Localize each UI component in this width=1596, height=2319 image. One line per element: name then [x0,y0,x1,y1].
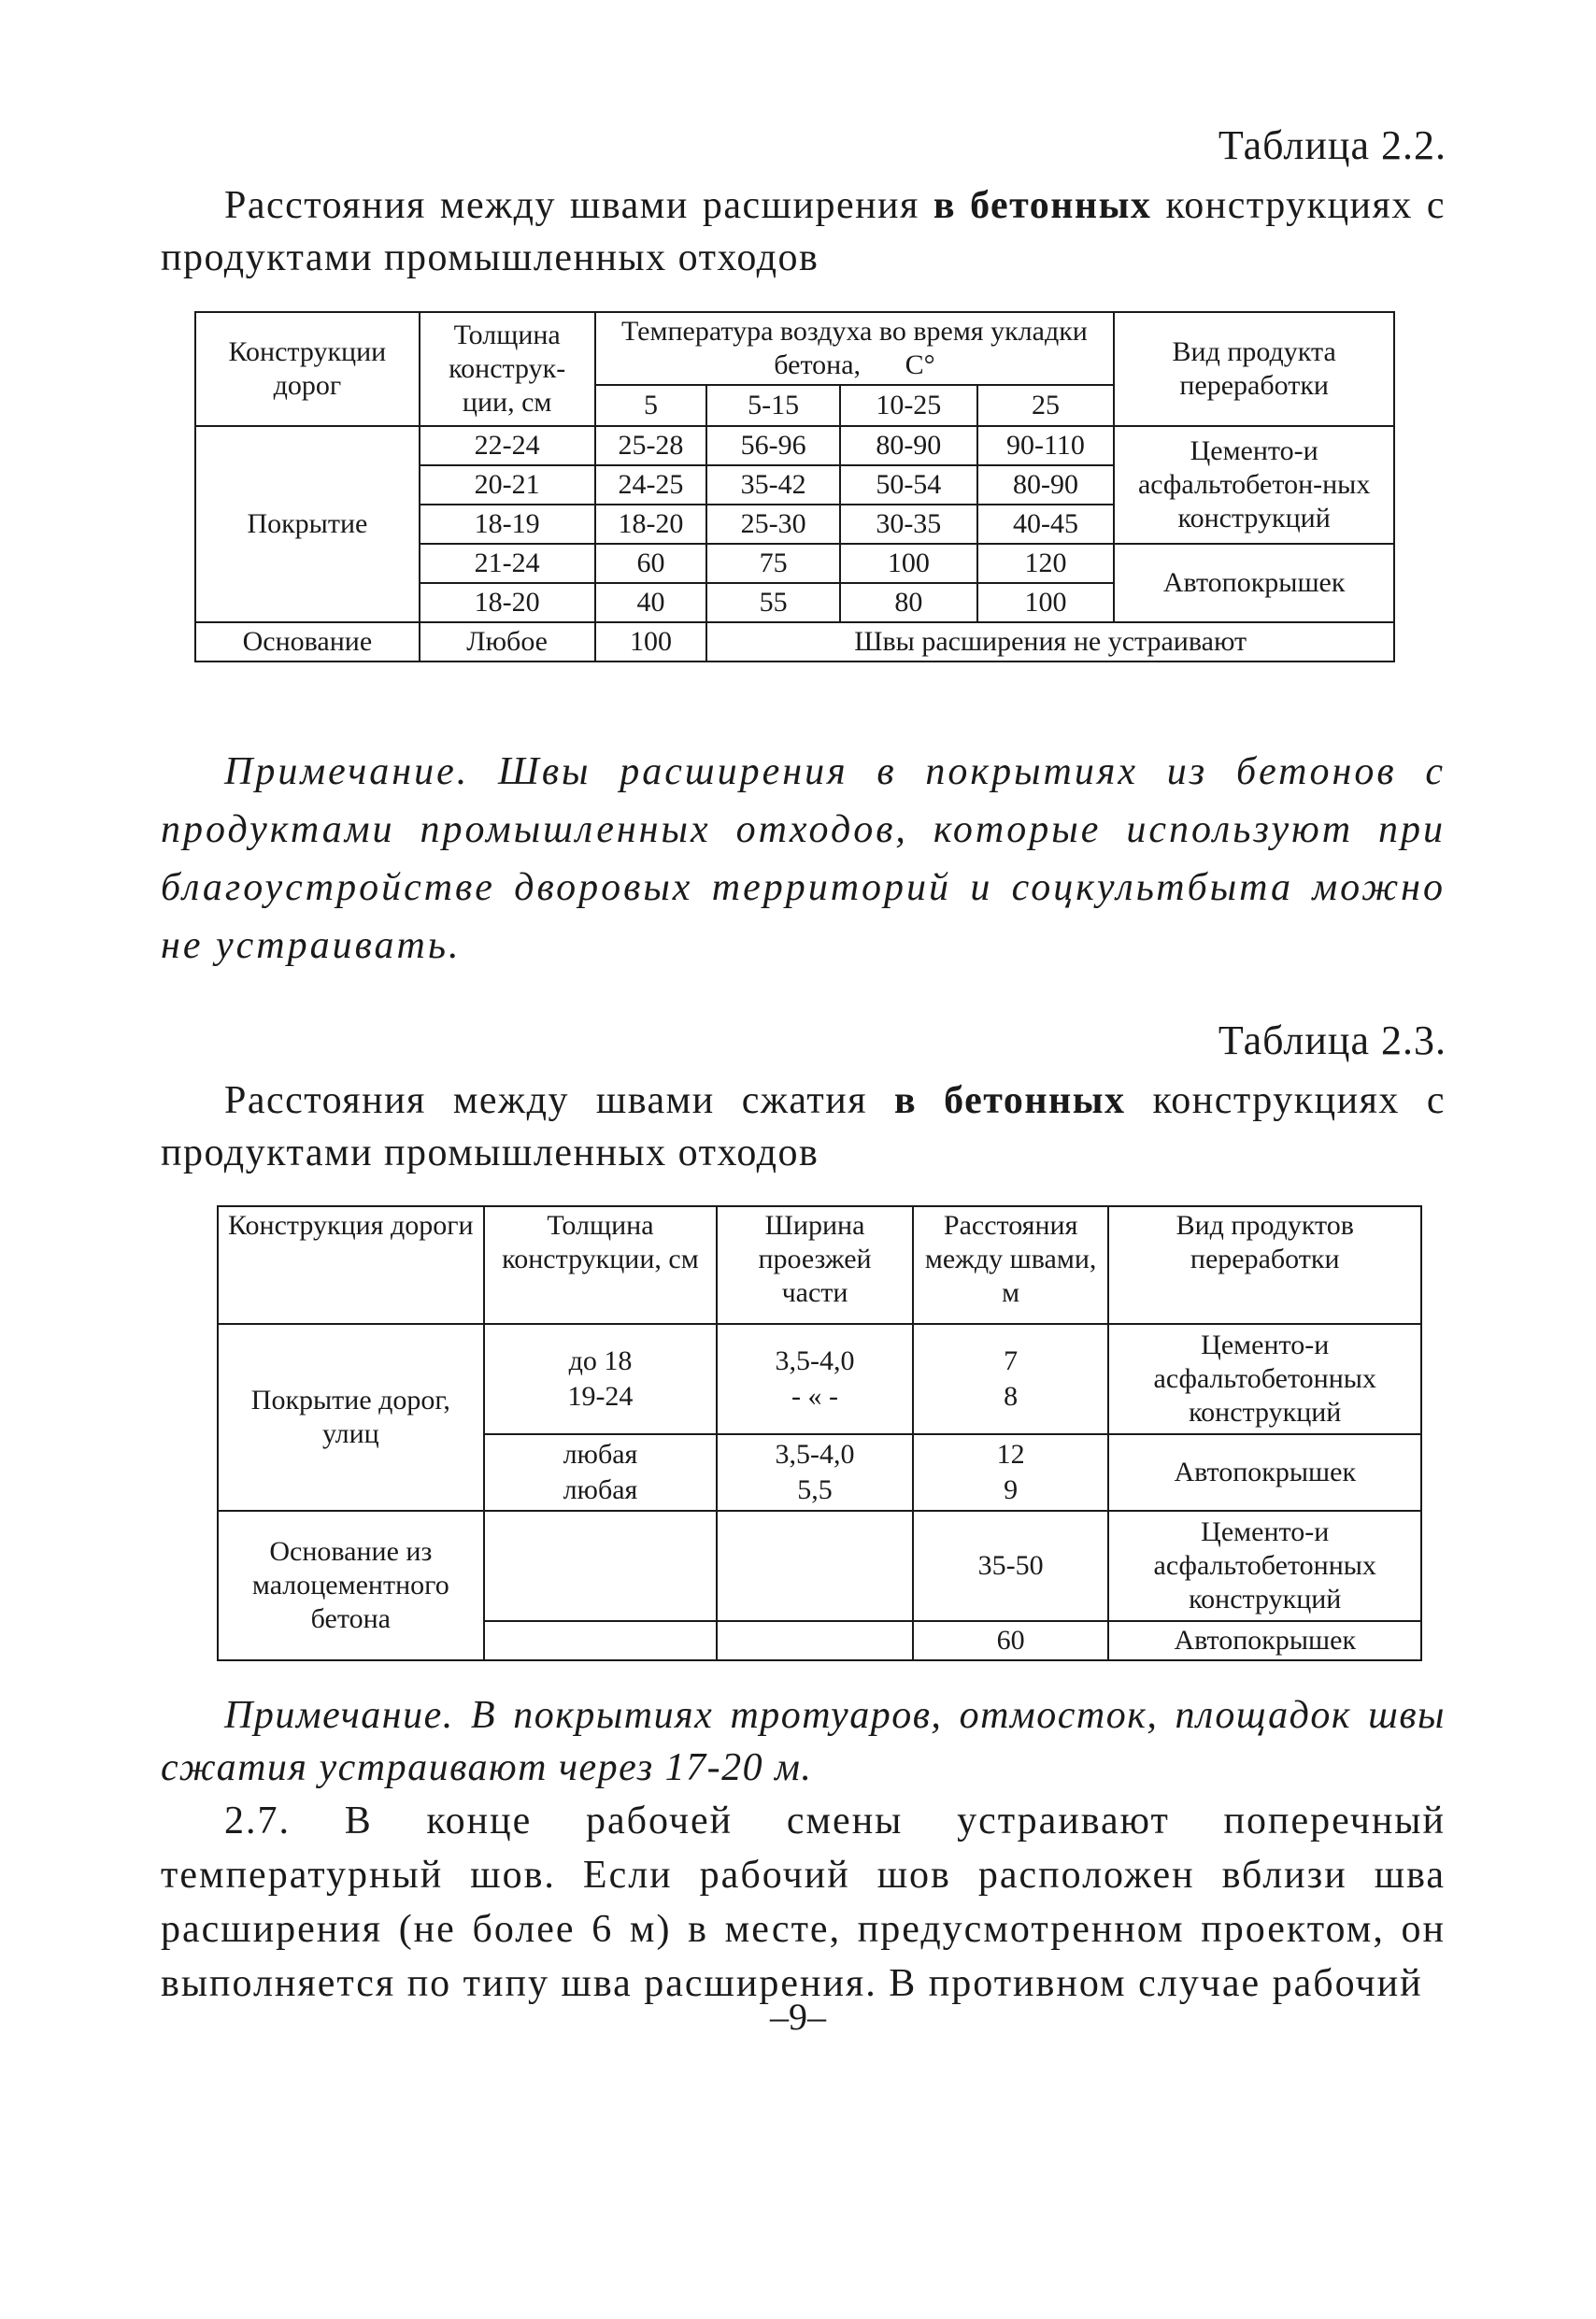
cell-value: 25-28 [595,426,707,465]
cell-product-tires: Автопокрышек [1108,1621,1421,1660]
title-bold-part: в бетонных [894,1079,1126,1122]
cell-value: 75 [706,544,840,583]
value-line: любая [563,1439,638,1470]
value-line: - « - [791,1381,839,1412]
cell-thickness: 20-21 [420,465,595,505]
header-construction: Конструкция дороги [218,1206,484,1324]
note-table-2-2: Примечание. Швы расширения в покрытиях из бетонов с продуктами промышленных отходов, которые используют при благоустройстве дворовых территорий и соцкультбыта можно не устраивать. [161,750,1446,967]
table-2-2-title [161,179,1446,284]
cell-value: 120 [977,544,1115,583]
temperature-unit: С° [905,349,935,380]
cell-distance: 60 [913,1621,1109,1660]
cell-distance [913,1434,1109,1511]
value-line: 9 [1004,1474,1019,1505]
title-part: Расстояния между швами расширения [224,184,933,227]
temp-col: 25 [977,385,1115,426]
temp-col: 5 [595,385,707,426]
cell-value: 30-35 [840,505,977,544]
cell-product-cement: Цементо-и асфальтобетонных конструкций [1108,1511,1421,1621]
cell-thickness: 22-24 [420,426,595,465]
value-line: 3,5-4,0 [775,1439,855,1470]
value-line: 3,5-4,0 [775,1345,855,1376]
cell-value: 80-90 [977,465,1115,505]
cell-value: 40 [595,583,707,622]
value-line: 8 [1004,1381,1019,1412]
cell-value: 100 [977,583,1115,622]
table-2-2-label: Таблица 2.2. [1218,122,1446,168]
cell-product-tires: Автопокрышек [1114,544,1394,622]
cell-thickness: Любое [420,622,595,662]
cell-distance [913,1324,1109,1434]
cell-value: 35-42 [706,465,840,505]
cell-value: 18-20 [595,505,707,544]
header-product: Вид продукта переработки [1114,312,1394,426]
header-thickness: Толщина конструкции, см [484,1206,718,1324]
temp-col: 10-25 [840,385,977,426]
cell-empty [717,1621,913,1660]
cell-thickness: 21-24 [420,544,595,583]
value-line: любая [563,1474,638,1505]
paragraph-2-7: 2.7. В конце рабочей смены устраивают поперечный температурный шов. Если рабочий шов расположен вблизи шва расширения (не более 6 м) в месте, предусмотренном проектом, он выполняется по типу шва расширения. В противном случае рабочий [161,1800,1446,2005]
cell-value: 100 [840,544,977,583]
table-row [218,1511,1421,1621]
table-2-3-label: Таблица 2.3. [1218,1017,1446,1063]
cell-empty [484,1621,718,1660]
title-part: конструкциях с продуктами промышленных отходов [161,1079,1446,1174]
cell-empty [484,1511,718,1621]
temp-col: 5-15 [706,385,840,426]
cell-base-note: Швы расширения не устраивают [706,622,1394,662]
note-table-2-3: Примечание. В покрытиях тротуаров, отмосток, площадок швы сжатия устраивают через 17-20 м. [161,1694,1446,1789]
cell-value: 55 [706,583,840,622]
cell-value: 40-45 [977,505,1115,544]
cell-thickness [484,1434,718,1511]
cell-value: 25-30 [706,505,840,544]
header-temperature [595,312,1115,385]
title-part: конструкциях с продуктами промышленных отходов [161,184,1446,279]
cell-width [717,1434,913,1511]
value-line: до 18 [568,1345,633,1376]
cell-thickness: 18-19 [420,505,595,544]
cell-value: 50-54 [840,465,977,505]
cell-value: 24-25 [595,465,707,505]
cell-value: 80-90 [840,426,977,465]
cell-value: 90-110 [977,426,1115,465]
header-distance: Расстояния между швами, м [913,1206,1109,1324]
header-product: Вид продуктов переработки [1108,1206,1421,1324]
table-2-3-title [161,1074,1446,1179]
header-constructions: Конструкции дорог [195,312,420,426]
cell-distance: 35-50 [913,1511,1109,1621]
cell-thickness [484,1324,718,1434]
value-line: 19-24 [567,1381,634,1412]
cell-value: 100 [595,622,707,662]
table-row [195,622,1394,662]
cell-width [717,1324,913,1434]
cell-product-cement: Цементо-и асфальтобетон-ных конструкций [1114,426,1394,544]
cell-thickness: 18-20 [420,583,595,622]
cell-product-tires: Автопокрышек [1108,1434,1421,1511]
page-number: –9– [770,1996,826,2038]
title-bold-part: в бетонных [933,184,1152,227]
cell-value: 60 [595,544,707,583]
cell-value: 80 [840,583,977,622]
cell-base-name: Основание из малоцементного бетона [218,1511,484,1660]
value-line: 12 [996,1439,1025,1470]
table-2-2 [194,311,1395,662]
table-row [195,426,1394,465]
value-line: 7 [1004,1345,1019,1376]
cell-empty [717,1511,913,1621]
cell-product-cement: Цементо-и асфальтобетонных конструкций [1108,1324,1421,1434]
row-group-coating: Покрытие [195,426,420,622]
header-thickness: Толщина конструк-ции, см [420,312,595,426]
cell-coating-name: Покрытие дорог, улиц [218,1324,484,1511]
header-width: Ширина проезжей части [717,1206,913,1324]
cell-base-name: Основание [195,622,420,662]
value-line: 5,5 [797,1474,833,1505]
table-row [218,1324,1421,1434]
temperature-label: Температура воздуха во время укладки бетона, [621,316,1088,380]
cell-value: 56-96 [706,426,840,465]
table-2-3 [217,1205,1422,1661]
title-part: Расстояния между швами сжатия [224,1079,895,1122]
